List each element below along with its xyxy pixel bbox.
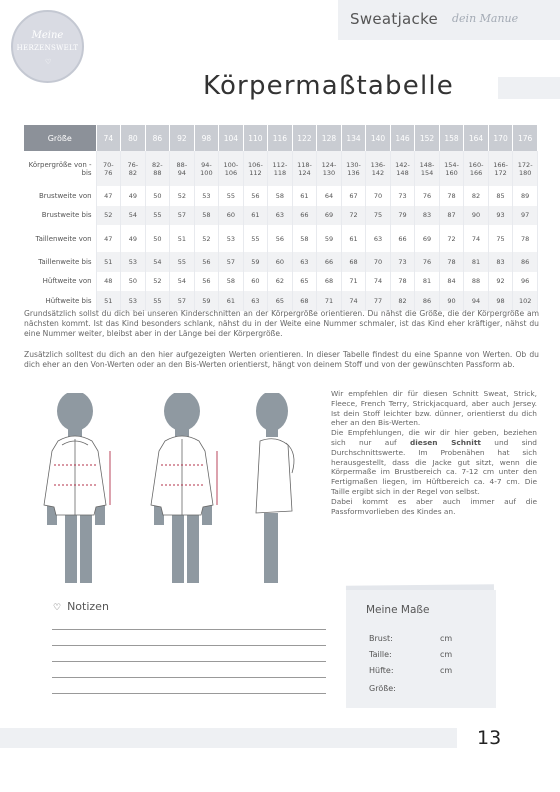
table-cell: 160- 166 [464, 151, 489, 186]
logo-heart-icon: ♡ [45, 58, 52, 66]
row-label: Körpergröße von - bis [24, 151, 96, 186]
note-line[interactable] [52, 629, 326, 630]
table-cell: 63 [243, 291, 268, 311]
table-cell: 86 [415, 291, 440, 311]
table-row [24, 291, 538, 311]
logo-main-text: HERZENSWELT [16, 44, 79, 52]
table-cell: 76- 82 [121, 151, 146, 186]
size-header-cell: 128 [317, 125, 342, 151]
table-cell: 65 [268, 291, 293, 311]
table-cell: 118- 124 [292, 151, 317, 186]
size-header-cell: 92 [170, 125, 195, 151]
table-cell: 68 [317, 272, 342, 292]
page-title: Körpermaßtabelle [203, 71, 454, 101]
size-header-cell: 116 [268, 125, 293, 151]
header-title: Sweatjacke [350, 10, 439, 28]
table-cell: 78 [439, 186, 464, 206]
table-cell: 90 [439, 291, 464, 311]
table-cell: 47 [96, 225, 121, 252]
table-cell: 63 [366, 225, 391, 252]
table-cell: 74 [464, 225, 489, 252]
size-header-cell: 110 [243, 125, 268, 151]
recommend-paragraph-2 [331, 428, 537, 497]
table-cell: 76 [415, 252, 440, 272]
table-row [24, 151, 538, 186]
title-band [498, 77, 560, 99]
table-cell: 130- 136 [341, 151, 366, 186]
footer-band [0, 728, 457, 748]
intro-paragraph: Grundsätzlich sollst du dich bei unseren Kinderschnitten an der Körpergröße orientieren. Du nähst die Größe, die der Körpergröße am nächsten kommt. Ist das Kind besonders schlank, nähst du in der Weite eine Nummer schmaler, ist das Kind eher kräftiger, nähst du eine Nummer weiter, bleibst aber in der Länge bei der Körpergröße. [24, 309, 539, 338]
table-cell: 88- 94 [170, 151, 195, 186]
table-cell: 90 [464, 206, 489, 226]
table-cell: 78 [513, 225, 538, 252]
table-cell: 49 [121, 225, 146, 252]
recommend-paragraph-1: Wir empfehlen dir für diesen Schnitt Sweat, Strick, Fleece, French Terry, Strickjacquard, aber auch Jersey. Ist dein Stoff leichter bzw. dünner, orientierst du dich eher an den Bis-Werten. [331, 389, 537, 428]
table-cell: 63 [292, 252, 317, 272]
table-cell: 54 [170, 272, 195, 292]
range-paragraph: Zusätzlich solltest du dich an den hier aufgezeigten Werten orientieren. In dieser Tabelle findest du eine Spanne von Werten. Ob du dich eher an den Von-Werten oder an den Bis-Werten orientierst, hängt von deinem Stoff und von der gewünschten Passform ab. [24, 350, 539, 369]
logo-top-text: Meine [31, 30, 64, 41]
jacket-side [256, 439, 294, 513]
table-cell: 88 [464, 272, 489, 292]
table-cell: 96 [513, 272, 538, 292]
table-cell: 73 [390, 252, 415, 272]
table-cell: 56 [243, 186, 268, 206]
size-header-row [24, 125, 538, 151]
table-cell: 60 [219, 206, 244, 226]
table-cell: 53 [219, 225, 244, 252]
table-cell: 70- 76 [96, 151, 121, 186]
table-cell: 51 [170, 225, 195, 252]
table-cell: 59 [194, 291, 219, 311]
table-cell: 61 [341, 225, 366, 252]
table-cell: 81 [415, 272, 440, 292]
table-cell: 89 [513, 186, 538, 206]
table-cell: 52 [170, 186, 195, 206]
table-cell: 53 [121, 252, 146, 272]
table-cell: 49 [121, 186, 146, 206]
table-cell: 48 [96, 272, 121, 292]
jacket-front [44, 436, 106, 515]
size-header-cell: 176 [513, 125, 538, 151]
table-cell: 71 [317, 291, 342, 311]
table-cell: 55 [145, 206, 170, 226]
table-cell: 83 [488, 252, 513, 272]
measure-unit-chest: cm [440, 634, 453, 643]
table-cell: 65 [292, 272, 317, 292]
row-label: Taillenweite bis [24, 252, 96, 272]
measure-label-size: Größe: [369, 684, 396, 693]
table-cell: 57 [170, 206, 195, 226]
measure-unit-hip: cm [440, 666, 453, 675]
note-line[interactable] [52, 661, 326, 662]
size-header-cell: 104 [219, 125, 244, 151]
table-cell: 56 [268, 225, 293, 252]
size-header-cell: 152 [415, 125, 440, 151]
recommend-text: und sind Durchschnittswerte. Im Probenähen hat sich herausgestellt, dass die Jacke gut sitzt, wenn die Körpermaße im Brustbereich ca. 7-12 cm unter den Fertigmaßen liegen, im Hüftbereich ca. 4-7 cm. Die Taille ergibt sich in der Regel von selbst. [331, 437, 537, 496]
measure-unit-waist: cm [440, 650, 453, 659]
table-cell: 166- 172 [488, 151, 513, 186]
table-cell: 72 [439, 225, 464, 252]
table-cell: 64 [317, 186, 342, 206]
size-header-cell: 98 [194, 125, 219, 151]
row-label: Hüftweite bis [24, 291, 96, 311]
size-header-cell: 170 [488, 125, 513, 151]
table-cell: 94- 100 [194, 151, 219, 186]
table-cell: 148- 154 [415, 151, 440, 186]
table-cell: 56 [194, 252, 219, 272]
table-cell: 55 [243, 225, 268, 252]
table-cell: 76 [415, 186, 440, 206]
table-cell: 66 [317, 252, 342, 272]
table-cell: 75 [488, 225, 513, 252]
table-cell: 94 [464, 291, 489, 311]
size-header-label: Größe [24, 125, 96, 151]
table-cell: 85 [488, 186, 513, 206]
measure-card-title: Meine Maße [366, 604, 430, 616]
row-label: Taillenweite von [24, 225, 96, 252]
table-cell: 58 [194, 206, 219, 226]
table-cell: 87 [439, 206, 464, 226]
table-cell: 66 [390, 225, 415, 252]
page-number: 13 [477, 727, 502, 749]
table-cell: 84 [439, 272, 464, 292]
table-cell: 74 [366, 272, 391, 292]
table-cell: 63 [268, 206, 293, 226]
size-header-cell: 80 [121, 125, 146, 151]
table-cell: 68 [292, 291, 317, 311]
table-row [24, 186, 538, 206]
table-cell: 60 [268, 252, 293, 272]
table-cell: 47 [96, 186, 121, 206]
table-cell: 79 [390, 206, 415, 226]
table-cell: 59 [243, 252, 268, 272]
measure-label-chest: Brust: [369, 634, 393, 643]
table-cell: 77 [366, 291, 391, 311]
table-cell: 172- 180 [513, 151, 538, 186]
size-header-cell: 158 [439, 125, 464, 151]
size-header-cell: 134 [341, 125, 366, 151]
table-cell: 58 [268, 186, 293, 206]
note-line[interactable] [52, 645, 326, 646]
notes-heading [53, 600, 109, 613]
notes-label: Notizen [67, 600, 109, 613]
table-cell: 82 [464, 186, 489, 206]
table-row [24, 225, 538, 252]
row-label: Brustweite bis [24, 206, 96, 226]
table-cell: 55 [219, 186, 244, 206]
table-cell: 124- 130 [317, 151, 342, 186]
table-cell: 60 [243, 272, 268, 292]
table-cell: 55 [170, 252, 195, 272]
table-cell: 73 [390, 186, 415, 206]
table-cell: 81 [464, 252, 489, 272]
table-cell: 106- 112 [243, 151, 268, 186]
table-cell: 93 [488, 206, 513, 226]
table-cell: 54 [121, 206, 146, 226]
table-cell: 112- 118 [268, 151, 293, 186]
recommendation-text [331, 389, 537, 516]
table-cell: 61 [243, 206, 268, 226]
table-cell: 66 [292, 206, 317, 226]
table-cell: 82- 88 [145, 151, 170, 186]
table-cell: 136- 142 [366, 151, 391, 186]
table-row [24, 252, 538, 272]
header-script: dein Manue [452, 12, 519, 25]
table-cell: 67 [341, 186, 366, 206]
table-cell: 58 [219, 272, 244, 292]
size-header-cell: 164 [464, 125, 489, 151]
table-cell: 50 [121, 272, 146, 292]
table-cell: 53 [194, 186, 219, 206]
table-cell: 54 [145, 252, 170, 272]
size-header-cell: 86 [145, 125, 170, 151]
table-row [24, 206, 538, 226]
note-line[interactable] [52, 677, 326, 678]
table-cell: 142- 148 [390, 151, 415, 186]
table-cell: 98 [488, 291, 513, 311]
size-header-cell: 74 [96, 125, 121, 151]
table-cell: 154- 160 [439, 151, 464, 186]
note-line[interactable] [52, 693, 326, 694]
row-label: Brustweite von [24, 186, 96, 206]
table-cell: 56 [194, 272, 219, 292]
table-cell: 68 [341, 252, 366, 272]
table-cell: 55 [145, 291, 170, 311]
table-cell: 62 [268, 272, 293, 292]
table-cell: 74 [341, 291, 366, 311]
table-cell: 52 [194, 225, 219, 252]
table-cell: 52 [96, 206, 121, 226]
table-cell: 61 [219, 291, 244, 311]
size-header-cell: 146 [390, 125, 415, 151]
table-cell: 102 [513, 291, 538, 311]
recommend-emphasis: diesen Schnitt [409, 437, 481, 447]
heart-icon: ♡ [53, 603, 62, 613]
size-header-cell: 122 [292, 125, 317, 151]
table-cell: 83 [415, 206, 440, 226]
table-cell: 78 [390, 272, 415, 292]
table-cell: 51 [96, 291, 121, 311]
recommend-paragraph-3: Dabei kommt es aber auch immer auf die Passformvorlieben des Kindes an. [331, 496, 537, 516]
table-cell: 57 [219, 252, 244, 272]
table-cell: 69 [317, 206, 342, 226]
table-cell: 59 [317, 225, 342, 252]
table-cell: 86 [513, 252, 538, 272]
recommend-text: Die Empfehlungen, die wir dir hier geben, beziehen sich nur auf [331, 428, 537, 447]
table-cell: 50 [145, 186, 170, 206]
row-label: Hüftweite von [24, 272, 96, 292]
table-cell: 69 [415, 225, 440, 252]
size-table [24, 125, 538, 311]
measure-label-hip: Hüfte: [369, 666, 394, 675]
table-cell: 72 [341, 206, 366, 226]
jacket-back [151, 436, 213, 515]
table-cell: 71 [341, 272, 366, 292]
table-cell: 100- 106 [219, 151, 244, 186]
table-cell: 50 [145, 225, 170, 252]
table-cell: 53 [121, 291, 146, 311]
table-cell: 58 [292, 225, 317, 252]
table-cell: 70 [366, 186, 391, 206]
table-cell: 78 [439, 252, 464, 272]
brand-logo [11, 10, 84, 83]
child-figures-illustration [40, 393, 310, 593]
table-cell: 82 [390, 291, 415, 311]
table-cell: 52 [145, 272, 170, 292]
table-cell: 75 [366, 206, 391, 226]
table-cell: 57 [170, 291, 195, 311]
table-cell: 51 [96, 252, 121, 272]
table-row [24, 272, 538, 292]
measure-label-waist: Taille: [369, 650, 392, 659]
table-cell: 97 [513, 206, 538, 226]
table-cell: 61 [292, 186, 317, 206]
size-header-cell: 140 [366, 125, 391, 151]
table-cell: 92 [488, 272, 513, 292]
table-cell: 70 [366, 252, 391, 272]
